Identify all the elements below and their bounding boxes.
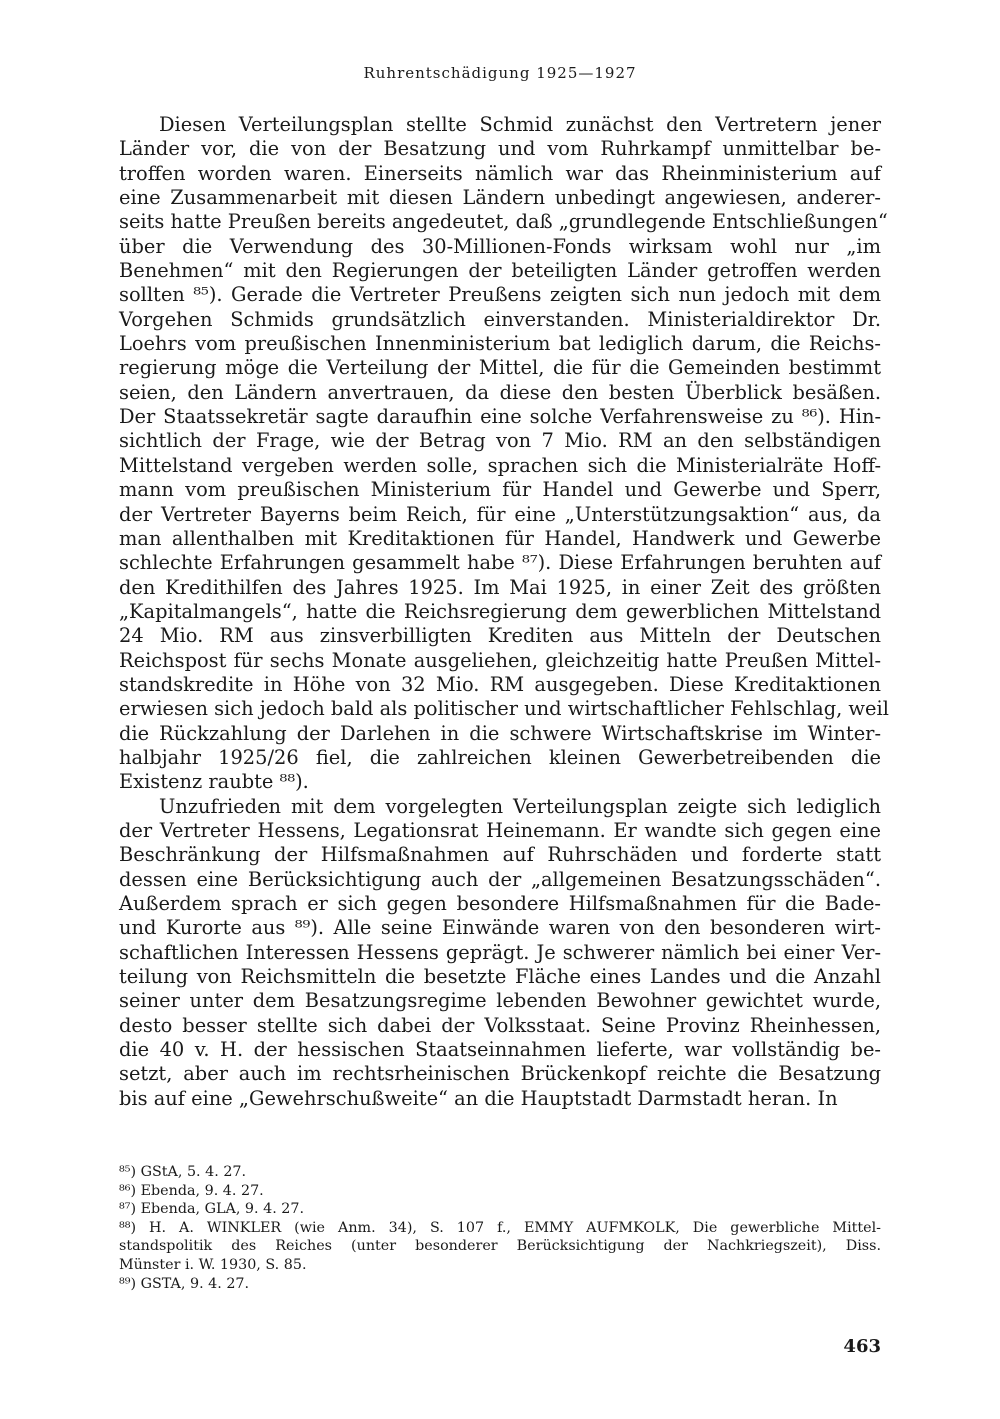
body-line: standskredite in Höhe von 32 Mio. RM ausgegeben. Diese Kreditaktionen bbox=[119, 672, 881, 696]
body-line: erwiesen sich jedoch bald als politischer und wirtschaftlicher Fehlschlag, weil bbox=[119, 697, 889, 721]
body-line: schaftlichen Interessen Hessens geprägt. Je schwerer nämlich bei einer Ver- bbox=[119, 940, 881, 964]
body-line: Reichspost für sechs Monate ausgeliehen, gleichzeitig hatte Preußen Mittel- bbox=[119, 648, 881, 672]
body-line: desto besser stellte sich dabei der Volksstaat. Seine Provinz Rheinhessen, bbox=[119, 1013, 881, 1037]
body-line: eine Zusammenarbeit mit diesen Ländern unbedingt angewiesen, anderer- bbox=[119, 186, 881, 210]
footnote-line: ⁸⁸) H. A. WINKLER (wie Anm. 34), S. 107 f., EMMY AUFMKOLK, Die gewerbliche Mittel- bbox=[119, 1219, 881, 1236]
body-line: teilung von Reichsmitteln die besetzte Fläche eines Landes und die Anzahl bbox=[119, 965, 881, 989]
body-line: Beschränkung der Hilfsmaßnahmen auf Ruhrschäden und forderte statt bbox=[119, 843, 881, 867]
footnote-line: Münster i. W. 1930, S. 85. bbox=[119, 1256, 307, 1273]
body-line: und Kurorte aus ⁸⁹). Alle seine Einwände waren von den besonderen wirt- bbox=[119, 916, 881, 940]
body-line: troffen worden waren. Einerseits nämlich war das Rheinministerium auf bbox=[119, 161, 881, 185]
body-line: seien, den Ländern anvertrauen, da diese den besten Überblick besäßen. bbox=[119, 380, 881, 404]
body-text bbox=[119, 113, 889, 1111]
body-line: der Vertreter Bayerns beim Reich, für eine „Unterstützungsaktion“ aus, da bbox=[119, 502, 881, 526]
body-line: seits hatte Preußen bereits angedeutet, daß „grundlegende Entschließungen“ bbox=[119, 210, 888, 234]
body-line: der Vertreter Hessens, Legationsrat Heinemann. Er wandte sich gegen eine bbox=[119, 818, 881, 842]
body-line: Unzufrieden mit dem vorgelegten Verteilungsplan zeigte sich lediglich bbox=[159, 794, 881, 818]
running-head: Ruhrentschädigung 1925—1927 bbox=[363, 64, 637, 82]
body-line: Außerdem sprach er sich gegen besondere Hilfsmaßnahmen für die Bade- bbox=[119, 892, 881, 915]
footnote-line: ⁸⁷) Ebenda, GLA, 9. 4. 27. bbox=[119, 1201, 305, 1218]
footnote-line: standspolitik des Reiches (unter besonderer Berücksichtigung der Nachkriegszeit), Diss. bbox=[119, 1238, 881, 1255]
footnote-line: ⁸⁶) Ebenda, 9. 4. 27. bbox=[119, 1182, 264, 1199]
body-line: Vorgehen Schmids grundsätzlich einverstanden. Ministerialdirektor Dr. bbox=[119, 307, 881, 331]
body-line: schlechte Erfahrungen gesammelt habe ⁸⁷). Diese Erfahrungen beruhten auf bbox=[119, 551, 881, 575]
body-line: setzt, aber auch im rechtsrheinischen Brückenkopf reichte die Besatzung bbox=[119, 1062, 881, 1086]
body-line: Der Staatssekretär sagte daraufhin eine solche Verfahrensweise zu ⁸⁶). Hin- bbox=[119, 405, 881, 429]
body-line: Existenz raubte ⁸⁸). bbox=[119, 770, 309, 794]
body-line: regierung möge die Verteilung der Mittel, die für die Gemeinden bestimmt bbox=[119, 356, 881, 380]
body-line: halbjahr 1925/26 fiel, die zahlreichen kleinen Gewerbetreibenden die bbox=[119, 745, 881, 769]
page-number: 463 bbox=[843, 1336, 881, 1357]
footnote-line: ⁸⁵) GStA, 5. 4. 27. bbox=[119, 1164, 247, 1180]
body-line: dessen eine Berücksichtigung auch der „allgemeinen Besatzungsschäden“. bbox=[119, 867, 881, 891]
body-line: man allenthalben mit Kreditaktionen für Handel, Handwerk und Gewerbe bbox=[119, 526, 881, 550]
body-line: sollten ⁸⁵). Gerade die Vertreter Preußens zeigten sich nun jedoch mit dem bbox=[119, 283, 881, 307]
body-line: bis auf eine „Gewehrschußweite“ an die Hauptstadt Darmstadt heran. In bbox=[119, 1086, 838, 1110]
body-line: Mittelstand vergeben werden solle, sprachen sich die Ministerialräte Hoff- bbox=[119, 453, 881, 477]
body-line: die Rückzahlung der Darlehen in die schwere Wirtschaftskrise im Winter- bbox=[119, 721, 881, 745]
body-line: 24 Mio. RM aus zinsverbilligten Krediten aus Mitteln der Deutschen bbox=[119, 624, 881, 648]
body-line: die 40 v. H. der hessischen Staatseinnahmen lieferte, war vollständig be- bbox=[119, 1038, 881, 1062]
body-line: Loehrs vom preußischen Innenministerium bat lediglich darum, die Reichs- bbox=[119, 332, 881, 356]
body-line: Diesen Verteilungsplan stellte Schmid zunächst den Vertretern jener bbox=[159, 113, 881, 136]
footnotes bbox=[119, 1163, 881, 1293]
body-line: mann vom preußischen Ministerium für Handel und Gewerbe und Sperr, bbox=[119, 478, 881, 502]
body-line: Benehmen“ mit den Regierungen der beteiligten Länder getroffen werden bbox=[119, 259, 881, 283]
footnote-line: ⁸⁹) GSTA, 9. 4. 27. bbox=[119, 1275, 250, 1292]
body-line: „Kapitalmangels“, hatte die Reichsregierung dem gewerblichen Mittelstand bbox=[119, 599, 881, 623]
body-line: über die Verwendung des 30-Millionen-Fonds wirksam wohl nur „im bbox=[119, 234, 881, 258]
body-line: den Kredithilfen des Jahres 1925. Im Mai 1925, in einer Zeit des größten bbox=[119, 575, 881, 599]
body-line: seiner unter dem Besatzungsregime lebenden Bewohner gewichtet wurde, bbox=[119, 989, 881, 1013]
body-line: Länder vor, die von der Besatzung und vom Ruhrkampf unmittelbar be- bbox=[119, 137, 881, 161]
body-line: sichtlich der Frage, wie der Betrag von 7 Mio. RM an den selbständigen bbox=[119, 429, 881, 453]
